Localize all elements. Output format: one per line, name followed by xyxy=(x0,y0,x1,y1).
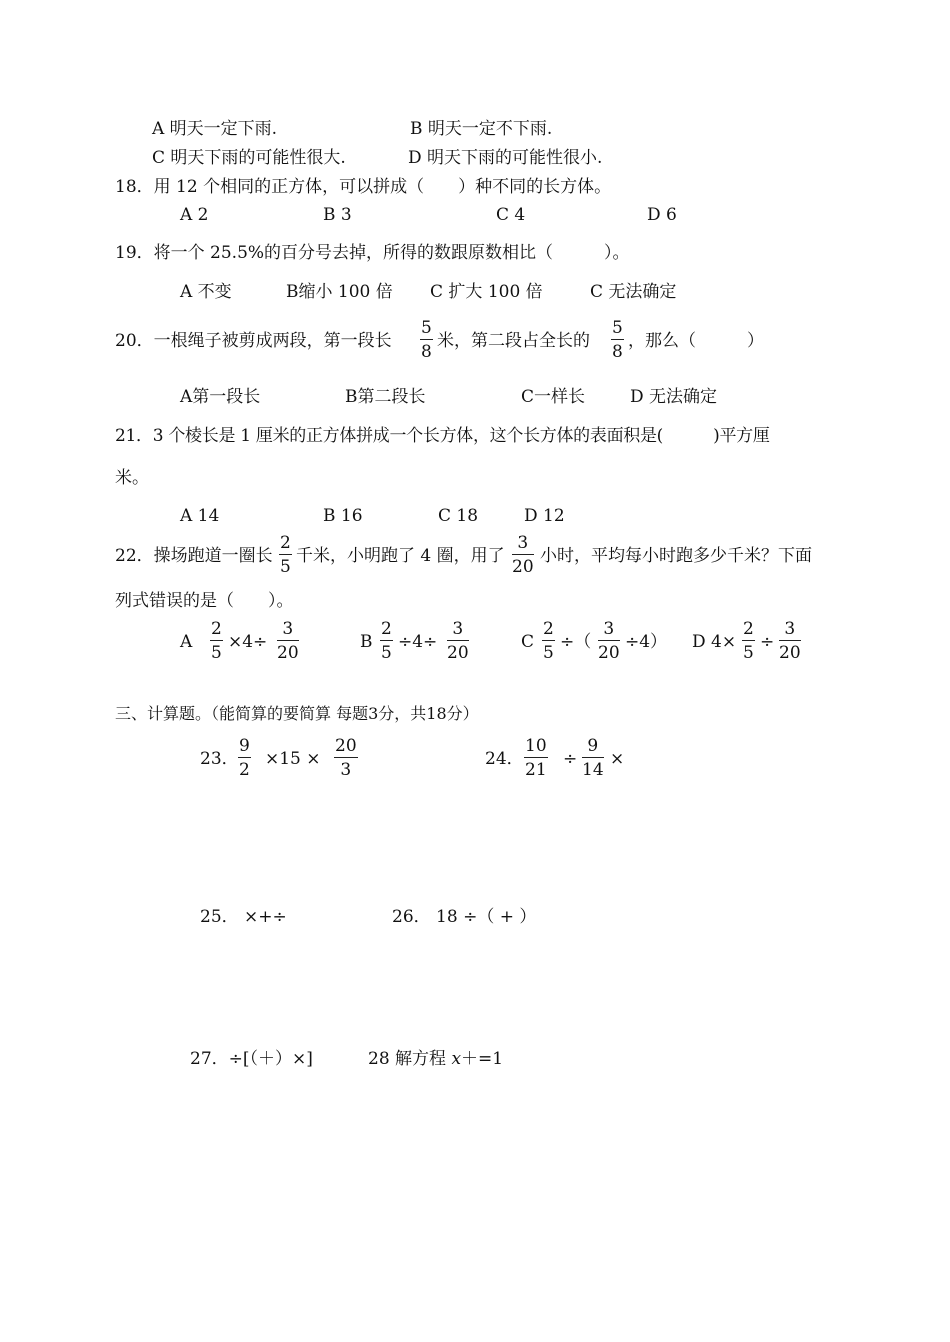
q22-stem-part1: 22．操场跑道一圈长 xyxy=(115,546,273,566)
q17-option-c: C 明天下雨的可能性很大. xyxy=(152,148,346,168)
q24-fraction-1 xyxy=(524,736,548,780)
q22-option-b-operator: ÷4÷ xyxy=(398,632,438,652)
fraction-numerator: 2 xyxy=(211,619,222,639)
q20-fraction-2 xyxy=(611,318,624,362)
q20-stem-part3: ，那么（ ） xyxy=(628,331,764,351)
fraction-numerator: 3 xyxy=(277,619,299,641)
fraction-denominator: 8 xyxy=(612,342,623,362)
q24-operator: ÷ xyxy=(563,749,578,769)
q19-stem: 19．将一个 25.5%的百分号去掉，所得的数跟原数相比（ ）。 xyxy=(115,243,630,263)
q21-stem-line2: 米。 xyxy=(115,468,149,488)
q22-option-d-fraction-2 xyxy=(779,619,801,663)
q22-option-d-label: D 4× xyxy=(692,632,737,652)
fraction-numerator: 20 xyxy=(335,736,357,756)
q22-stem-part2: 千米，小明跑了 4 圈，用了 xyxy=(296,546,505,566)
fraction-denominator: 20 xyxy=(512,557,534,577)
fraction-numerator: 9 xyxy=(582,736,604,758)
q18-option-d: D 6 xyxy=(647,205,677,225)
q22-option-d-operator: ÷ xyxy=(760,632,775,652)
section-heading: 三、计算题。（能简算的要简算 每题3分，共18分） xyxy=(115,704,479,723)
q28-equation xyxy=(368,1048,503,1070)
fraction-numerator: 9 xyxy=(239,736,250,756)
q22-option-a-label: A xyxy=(180,632,193,652)
fraction-numerator: 5 xyxy=(612,318,623,338)
fraction-denominator: 14 xyxy=(582,760,604,780)
fraction-numerator: 2 xyxy=(543,619,554,639)
fraction-denominator: 3 xyxy=(340,760,352,780)
q19-option-a: A 不变 xyxy=(180,282,232,302)
fraction-denominator: 20 xyxy=(447,643,469,663)
q22-option-a-operator: ×4÷ xyxy=(228,632,268,652)
q20-option-b: B第二段长 xyxy=(345,387,426,407)
q22-option-a-fraction-1 xyxy=(210,619,223,663)
q26-expression: 26． 18 ÷（ + ） xyxy=(392,907,537,927)
fraction-denominator: 2 xyxy=(239,760,250,780)
fraction-numerator: 2 xyxy=(743,619,754,639)
q21-option-c: C 18 xyxy=(438,506,479,526)
q28-variable: x xyxy=(451,1049,462,1069)
q25-expression: 25． ×+÷ xyxy=(200,907,287,927)
fraction-denominator: 20 xyxy=(277,643,299,663)
q18-option-c: C 4 xyxy=(496,205,526,225)
q24-end-operator: × xyxy=(610,749,625,769)
q24-label: 24． xyxy=(485,749,524,769)
q28-label: 28 解方程 xyxy=(368,1049,452,1069)
q23-label: 23． xyxy=(200,749,239,769)
fraction-denominator: 5 xyxy=(543,643,554,663)
q22-stem-part3: 小时，平均每小时跑多少千米？下面 xyxy=(540,546,812,566)
fraction-numerator: 10 xyxy=(525,736,547,756)
q23-fraction-1 xyxy=(238,736,251,780)
q22-option-d-fraction-1 xyxy=(742,619,755,663)
fraction-numerator: 3 xyxy=(779,619,801,641)
q20-option-a: A第一段长 xyxy=(180,387,261,407)
fraction-numerator: 3 xyxy=(512,533,534,555)
fraction-numerator: 2 xyxy=(381,619,392,639)
fraction-denominator: 5 xyxy=(381,643,392,663)
q18-option-b: B 3 xyxy=(323,205,352,225)
q23-fraction-2 xyxy=(334,736,358,780)
q22-option-c-fraction-1 xyxy=(542,619,555,663)
fraction-denominator: 5 xyxy=(743,643,754,663)
q18-stem: 18．用 12 个相同的正方体，可以拼成（ ）种不同的长方体。 xyxy=(115,177,612,197)
q20-option-d: D 无法确定 xyxy=(630,387,718,407)
q21-option-a: A 14 xyxy=(180,506,220,526)
q22-option-a-fraction-2 xyxy=(277,619,299,663)
q22-option-c-operator-2: ÷4） xyxy=(625,632,668,652)
q17-option-a: A 明天一定下雨. xyxy=(152,119,278,139)
fraction-numerator: 2 xyxy=(280,533,291,553)
q24-fraction-2 xyxy=(582,736,604,780)
q27-expression: 27．÷[（＋）×] xyxy=(190,1049,313,1069)
fraction-numerator: 3 xyxy=(447,619,469,641)
q19-option-d: C 无法确定 xyxy=(590,282,677,302)
q22-option-b-fraction-2 xyxy=(447,619,469,663)
q22-option-b-fraction-1 xyxy=(380,619,393,663)
q21-option-d: D 12 xyxy=(524,506,565,526)
q22-option-c-label: C xyxy=(521,632,535,652)
q20-fraction-1 xyxy=(420,318,433,362)
q22-fraction-2 xyxy=(512,533,534,577)
q22-option-b-label: B xyxy=(360,632,373,652)
q22-stem-line2: 列式错误的是（ ）。 xyxy=(115,591,294,611)
q22-option-c-fraction-2 xyxy=(598,619,620,663)
q19-option-c: C 扩大 100 倍 xyxy=(430,282,543,302)
fraction-numerator: 3 xyxy=(598,619,620,641)
q17-option-d: D 明天下雨的可能性很小. xyxy=(408,148,603,168)
q20-stem-part1: 20．一根绳子被剪成两段，第一段长 xyxy=(115,331,392,351)
fraction-denominator: 20 xyxy=(779,643,801,663)
fraction-denominator: 5 xyxy=(280,557,291,577)
fraction-numerator: 5 xyxy=(421,318,432,338)
q21-stem-line1: 21．3 个棱长是 1 厘米的正方体拼成一个长方体，这个长方体的表面积是( )平方厘 xyxy=(115,426,770,446)
q21-option-b: B 16 xyxy=(323,506,363,526)
fraction-denominator: 21 xyxy=(525,760,547,780)
q20-option-c: C一样长 xyxy=(521,387,586,407)
fraction-denominator: 5 xyxy=(211,643,222,663)
fraction-denominator: 8 xyxy=(421,342,432,362)
q20-stem-part2: 米，第二段占全长的 xyxy=(437,331,590,351)
q19-option-b: B缩小 100 倍 xyxy=(286,282,393,302)
fraction-denominator: 20 xyxy=(598,643,620,663)
q28-rest: ＋=1 xyxy=(461,1049,504,1069)
q22-option-c-operator-1: ÷（ xyxy=(560,632,592,652)
q18-option-a: A 2 xyxy=(180,205,209,225)
q23-operator: ×15 × xyxy=(265,749,321,769)
q22-fraction-1 xyxy=(279,533,292,577)
q17-option-b: B 明天一定不下雨. xyxy=(410,119,553,139)
